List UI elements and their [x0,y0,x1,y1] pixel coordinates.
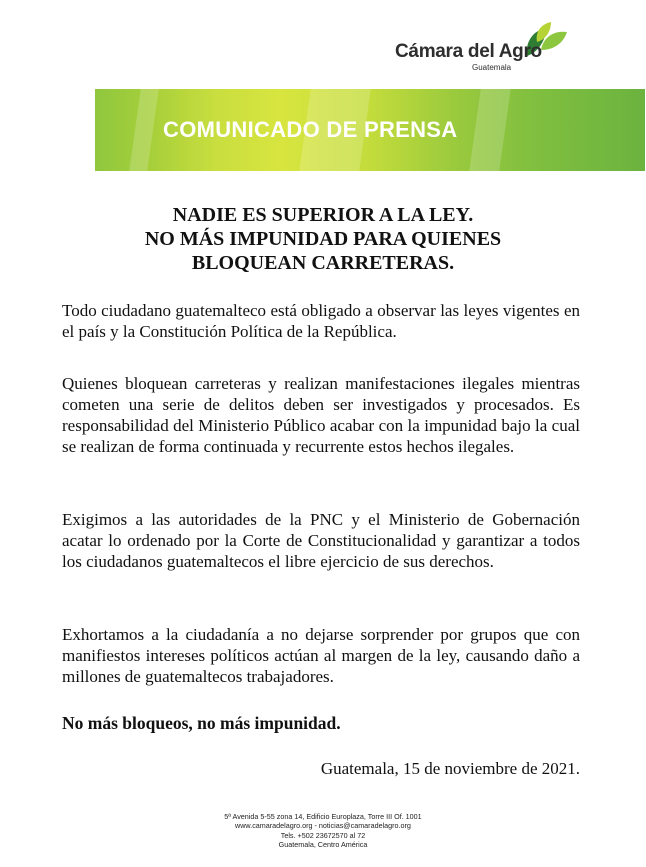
press-release-banner [95,89,645,171]
paragraph-4: Exhortamos a la ciudadanía a no dejarse sorprender por grupos que con manifiestos intereses políticos actúan al margen de la ley, causando daño a millones de guatemaltecos trabajadores. [62,625,580,686]
paragraph-2: Quienes bloquean carreteras y realizan manifestaciones ilegales mientras cometen una serie de delitos deben ser investigados y procesados. Es responsabilidad del Ministerio Público acabar con la impunidad bajo la cual se realizan de forma continuada y recurrente estos hechos ilegales. [62,374,580,456]
headline-line-1: NADIE ES SUPERIOR A LA LEY. [172,204,474,226]
headline-line-2: NO MÁS IMPUNIDAD PARA QUIENES [144,228,502,250]
closing-statement: No más bloqueos, no más impunidad. [62,713,341,733]
banner-title: COMUNICADO DE PRENSA [163,117,458,142]
date-line: Guatemala, 15 de noviembre de 2021. [320,759,580,778]
camara-del-agro-logo [395,20,575,75]
footer-contact [0,812,646,849]
logo-name: Cámara del Agro [395,41,542,62]
paragraph-1: Todo ciudadano guatemalteco está obligado a observar las leyes vigentes en el país y la Constitución Política de la República. [62,301,580,341]
logo-subtitle: Guatemala [472,63,512,72]
footer-address: 5ª Avenida 5-55 zona 14, Edificio Europlaza, Torre III Of. 1001 [224,812,422,821]
headline-line-3: BLOQUEAN CARRETERAS. [191,252,455,274]
footer-city: Guatemala, Centro América [278,839,368,849]
paragraph-3: Exigimos a las autoridades de la PNC y el Ministerio de Gobernación acatar lo ordenado por la Corte de Constitucionalidad y garantizar a todos los ciudadanos guatemaltecos el libre ejercicio de sus derechos. [62,510,580,571]
footer-web: www.camaradelagro.org - noticias@camaradelagro.org [235,821,411,831]
footer-phone: Tels. +502 23672570 al 72 [280,830,366,840]
headline [0,203,646,275]
